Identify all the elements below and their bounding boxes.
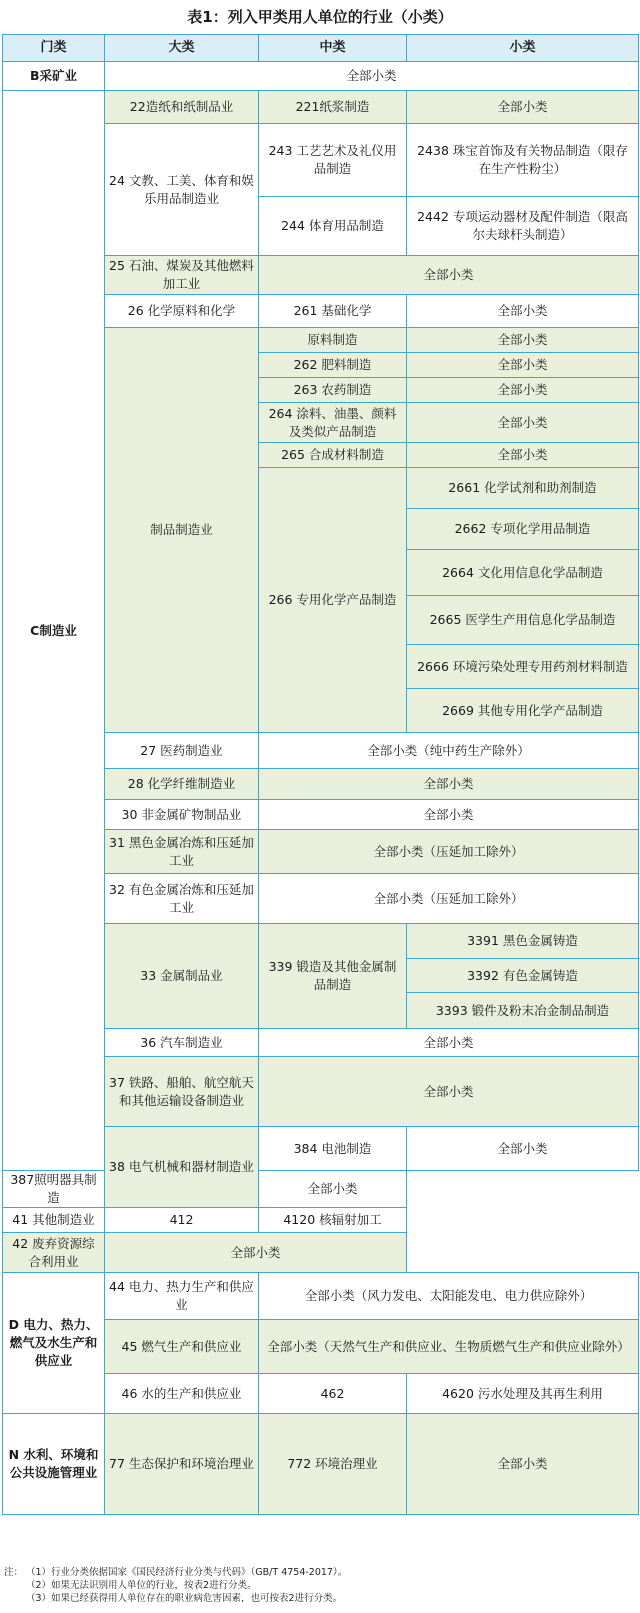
zhonglei-cell: 339 锻造及其他金属制品制造	[259, 924, 407, 1029]
menlei-c: C制造业	[3, 91, 105, 1171]
zhonglei-cell: 221纸浆制造	[259, 91, 407, 124]
dalei-cell: 41 其他制造业	[3, 1208, 105, 1233]
dalei-cell: 36 汽车制造业	[105, 1029, 259, 1057]
xiaolei-cell: 2666 环境污染处理专用药剂材料制造	[407, 645, 639, 689]
xiaolei-cell: 4620 污水处理及其再生利用	[407, 1374, 639, 1414]
cell-all: 全部小类	[105, 62, 639, 91]
industry-table	[2, 34, 639, 1515]
cell-all: 全部小类（风力发电、太阳能发电、电力供应除外）	[259, 1273, 639, 1320]
cell-all: 全部小类	[259, 256, 639, 295]
xiaolei-cell: 4120 核辐射加工	[259, 1208, 407, 1233]
cell-all: 全部小类	[105, 1233, 407, 1273]
xiaolei-cell: 3392 有色金属铸造	[407, 959, 639, 993]
xiaolei-cell: 2662 专项化学用品制造	[407, 509, 639, 550]
menlei-d: D 电力、热力、燃气及水生产和供应业	[3, 1273, 105, 1414]
dalei-cell: 45 燃气生产和供应业	[105, 1320, 259, 1374]
table-row	[3, 1414, 639, 1515]
table-row	[3, 62, 639, 91]
footnote-1	[4, 1566, 636, 1579]
header-dalei: 大类	[105, 35, 259, 62]
dalei-cell: 32 有色金属冶炼和压延加工业	[105, 874, 259, 924]
xiaolei-cell: 全部小类	[407, 1414, 639, 1515]
cell-all: 全部小类	[259, 1057, 639, 1127]
cell-all: 全部小类（天然气生产和供应业、生物质燃气生产和供应业除外）	[259, 1320, 639, 1374]
dalei-cell: 77 生态保护和环境治理业	[105, 1414, 259, 1515]
dalei-cell: 44 电力、热力生产和供应业	[105, 1273, 259, 1320]
zhonglei-cell: 261 基础化学	[259, 295, 407, 328]
table-row	[3, 1208, 639, 1233]
table-row	[3, 1233, 639, 1273]
xiaolei-cell: 2442 专项运动器材及配件制造（限高尔夫球杆头制造）	[407, 197, 639, 256]
dalei-cell: 25 石油、煤炭及其他燃料加工业	[105, 256, 259, 295]
dalei-cell: 24 文教、工美、体育和娱乐用品制造业	[105, 124, 259, 256]
dalei-cell: 制品制造业	[105, 328, 259, 733]
dalei-cell: 26 化学原料和化学	[105, 295, 259, 328]
xiaolei-cell: 2438 珠宝首饰及有关物品制造（限存在生产性粉尘）	[407, 124, 639, 197]
zhonglei-cell: 266 专用化学产品制造	[259, 468, 407, 733]
zhonglei-cell: 387照明器具制造	[3, 1171, 105, 1208]
zhonglei-cell: 263 农药制造	[259, 378, 407, 403]
footnote-text: （3）如果已经获得用人单位存在的职业病危害因素，也可按表2进行分类。	[26, 1593, 343, 1604]
table-row	[3, 1171, 639, 1208]
table-row	[3, 1273, 639, 1320]
dalei-cell: 22造纸和纸制品业	[105, 91, 259, 124]
xiaolei-cell: 全部小类	[407, 353, 639, 378]
footnote-3	[4, 1592, 636, 1605]
table-row	[3, 91, 639, 124]
xiaolei-cell: 全部小类	[407, 378, 639, 403]
zhonglei-cell: 384 电池制造	[259, 1127, 407, 1171]
cell-all: 全部小类（压延加工除外）	[259, 874, 639, 924]
header-menlei: 门类	[3, 35, 105, 62]
dalei-cell: 46 水的生产和供应业	[105, 1374, 259, 1414]
footnote-text: （2）如果无法识别用人单位的行业，按表2进行分类。	[26, 1580, 257, 1591]
zhonglei-cell: 772 环境治理业	[259, 1414, 407, 1515]
dalei-cell: 33 金属制品业	[105, 924, 259, 1029]
xiaolei-cell: 全部小类	[407, 403, 639, 443]
footnotes	[4, 1566, 636, 1605]
xiaolei-cell: 2665 医学生产用信息化学品制造	[407, 596, 639, 645]
footnote-label: 注：	[4, 1567, 24, 1578]
xiaolei-cell: 3391 黑色金属铸造	[407, 924, 639, 959]
table-title: 表1：列入甲类用人单位的行业（小类）	[187, 8, 453, 26]
zhonglei-cell: 412	[105, 1208, 259, 1233]
dalei-cell: 42 废弃资源综合利用业	[3, 1233, 105, 1273]
cell-all: 全部小类	[259, 1029, 639, 1057]
dalei-cell: 30 非金属矿物制品业	[105, 800, 259, 830]
xiaolei-cell: 全部小类	[407, 328, 639, 353]
dalei-cell: 27 医药制造业	[105, 733, 259, 769]
header-zhonglei: 中类	[259, 35, 407, 62]
xiaolei-cell: 2669 其他专用化学产品制造	[407, 689, 639, 733]
xiaolei-cell: 全部小类	[407, 1127, 639, 1171]
xiaolei-cell: 全部小类	[259, 1171, 407, 1208]
footnote-text: （1）行业分类依据国家《国民经济行业分类与代码》（GB/T 4754-2017）。	[26, 1567, 348, 1578]
zhonglei-cell: 462	[259, 1374, 407, 1414]
cell-all: 全部小类	[259, 800, 639, 830]
cell-all: 全部小类（纯中药生产除外）	[259, 733, 639, 769]
zhonglei-cell: 262 肥料制造	[259, 353, 407, 378]
xiaolei-cell: 全部小类	[407, 91, 639, 124]
xiaolei-cell: 2664 文化用信息化学品制造	[407, 550, 639, 596]
xiaolei-cell: 全部小类	[407, 443, 639, 468]
dalei-cell: 31 黑色金属冶炼和压延加工业	[105, 830, 259, 874]
cell-all: 全部小类（压延加工除外）	[259, 830, 639, 874]
zhonglei-cell: 原料制造	[259, 328, 407, 353]
zhonglei-cell: 265 合成材料制造	[259, 443, 407, 468]
menlei-b: B采矿业	[3, 62, 105, 91]
zhonglei-cell: 243 工艺艺术及礼仪用品制造	[259, 124, 407, 197]
xiaolei-cell: 2661 化学试剂和助剂制造	[407, 468, 639, 509]
dalei-cell: 38 电气机械和器材制造业	[105, 1127, 259, 1208]
xiaolei-cell: 3393 锻件及粉末冶金制品制造	[407, 993, 639, 1029]
dalei-cell: 28 化学纤维制造业	[105, 769, 259, 800]
zhonglei-cell: 244 体育用品制造	[259, 197, 407, 256]
cell-all: 全部小类	[259, 769, 639, 800]
xiaolei-cell: 全部小类	[407, 295, 639, 328]
zhonglei-cell: 264 涂料、油墨、颜料及类似产品制造	[259, 403, 407, 443]
footnote-2	[4, 1579, 636, 1592]
header-row	[3, 35, 639, 62]
menlei-n: N 水利、环境和公共设施管理业	[3, 1414, 105, 1515]
dalei-cell: 37 铁路、船舶、航空航天和其他运输设备制造业	[105, 1057, 259, 1127]
header-xiaolei: 小类	[407, 35, 639, 62]
